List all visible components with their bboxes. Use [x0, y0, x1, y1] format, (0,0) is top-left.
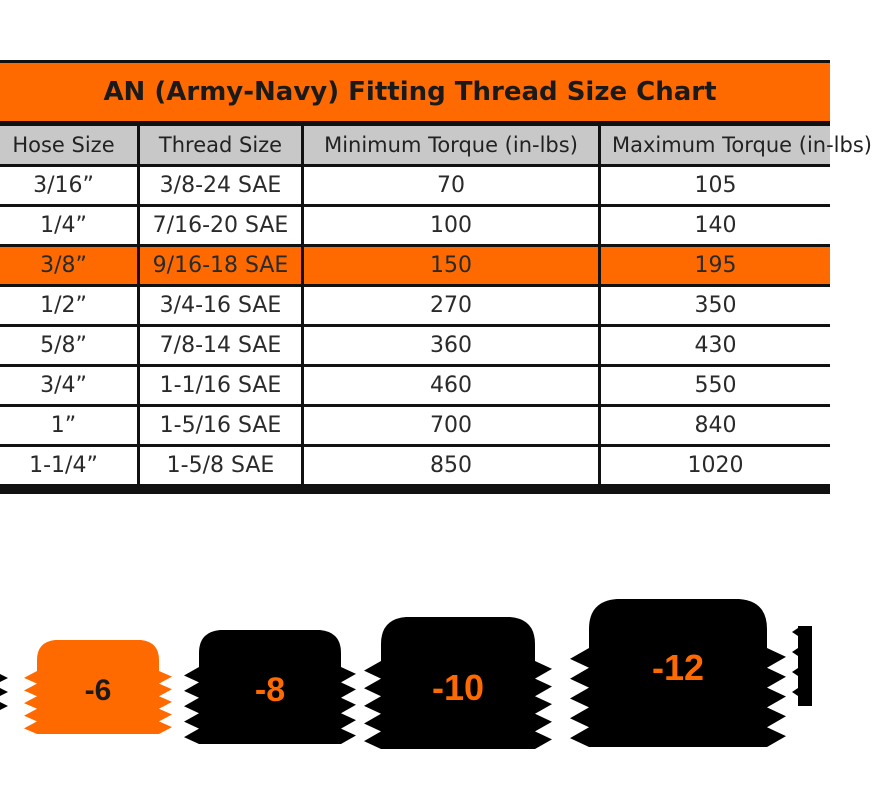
fitting-badge-label: -6	[84, 674, 112, 707]
cell-minimum-torque: 360	[304, 327, 598, 364]
cell-thread-size: 1-5/16 SAE	[140, 407, 301, 444]
table-row	[0, 367, 830, 404]
cell-maximum-torque: 195	[601, 247, 830, 284]
table-row	[0, 207, 830, 244]
fitting-badge	[24, 638, 172, 734]
cell-maximum-torque: 140	[601, 207, 830, 244]
cell-hose-size: 1-1/4”	[0, 447, 137, 484]
table-row	[0, 247, 830, 284]
fitting-badge	[364, 615, 552, 749]
fitting-badge-partial-right	[792, 626, 812, 706]
chart-title: AN (Army-Navy) Fitting Thread Size Chart	[0, 63, 830, 121]
cell-thread-size: 3/4-16 SAE	[140, 287, 301, 324]
cell-hose-size: 1”	[0, 407, 137, 444]
table-row	[0, 167, 830, 204]
header-maximum-torque: Maximum Torque (in-lbs)	[601, 126, 830, 164]
header-row	[0, 126, 872, 164]
cell-maximum-torque: 350	[601, 287, 830, 324]
cell-hose-size: 1/2”	[0, 287, 137, 324]
header-minimum-torque: Minimum Torque (in-lbs)	[304, 126, 598, 164]
cell-maximum-torque: 550	[601, 367, 830, 404]
table-row	[0, 327, 830, 364]
header-thread-size: Thread Size	[140, 126, 301, 164]
cell-minimum-torque: 150	[304, 247, 598, 284]
fitting-badge-label: -10	[431, 667, 485, 708]
cell-maximum-torque: 105	[601, 167, 830, 204]
cell-maximum-torque: 840	[601, 407, 830, 444]
table-row	[0, 447, 830, 484]
cell-hose-size: 1/4”	[0, 207, 137, 244]
table-row	[0, 407, 830, 444]
cell-thread-size: 3/8-24 SAE	[140, 167, 301, 204]
fitting-badge-partial-right-shape	[792, 626, 812, 706]
header-hose-size: Hose Size	[0, 126, 137, 164]
fitting-badge	[570, 597, 786, 747]
cell-hose-size: 5/8”	[0, 327, 137, 364]
fitting-badge-partial-left-shape	[0, 668, 10, 718]
cell-thread-size: 1-5/8 SAE	[140, 447, 301, 484]
cell-thread-size: 7/16-20 SAE	[140, 207, 301, 244]
cell-maximum-torque: 1020	[601, 447, 830, 484]
cell-minimum-torque: 460	[304, 367, 598, 404]
fitting-badge	[184, 628, 356, 744]
table-row	[0, 287, 830, 324]
fitting-size-badges	[0, 560, 800, 800]
cell-minimum-torque: 100	[304, 207, 598, 244]
fitting-badge-label: -12	[651, 647, 705, 688]
cell-hose-size: 3/16”	[0, 167, 137, 204]
cell-minimum-torque: 850	[304, 447, 598, 484]
cell-thread-size: 1-1/16 SAE	[140, 367, 301, 404]
cell-minimum-torque: 70	[304, 167, 598, 204]
fitting-badge-partial-left	[0, 668, 10, 718]
fitting-badge-label: -8	[254, 671, 286, 709]
thread-size-chart	[0, 60, 872, 494]
cell-maximum-torque: 430	[601, 327, 830, 364]
cell-hose-size: 3/4”	[0, 367, 137, 404]
cell-thread-size: 7/8-14 SAE	[140, 327, 301, 364]
cell-minimum-torque: 270	[304, 287, 598, 324]
cell-minimum-torque: 700	[304, 407, 598, 444]
cell-hose-size: 3/8”	[0, 247, 137, 284]
cell-thread-size: 9/16-18 SAE	[140, 247, 301, 284]
